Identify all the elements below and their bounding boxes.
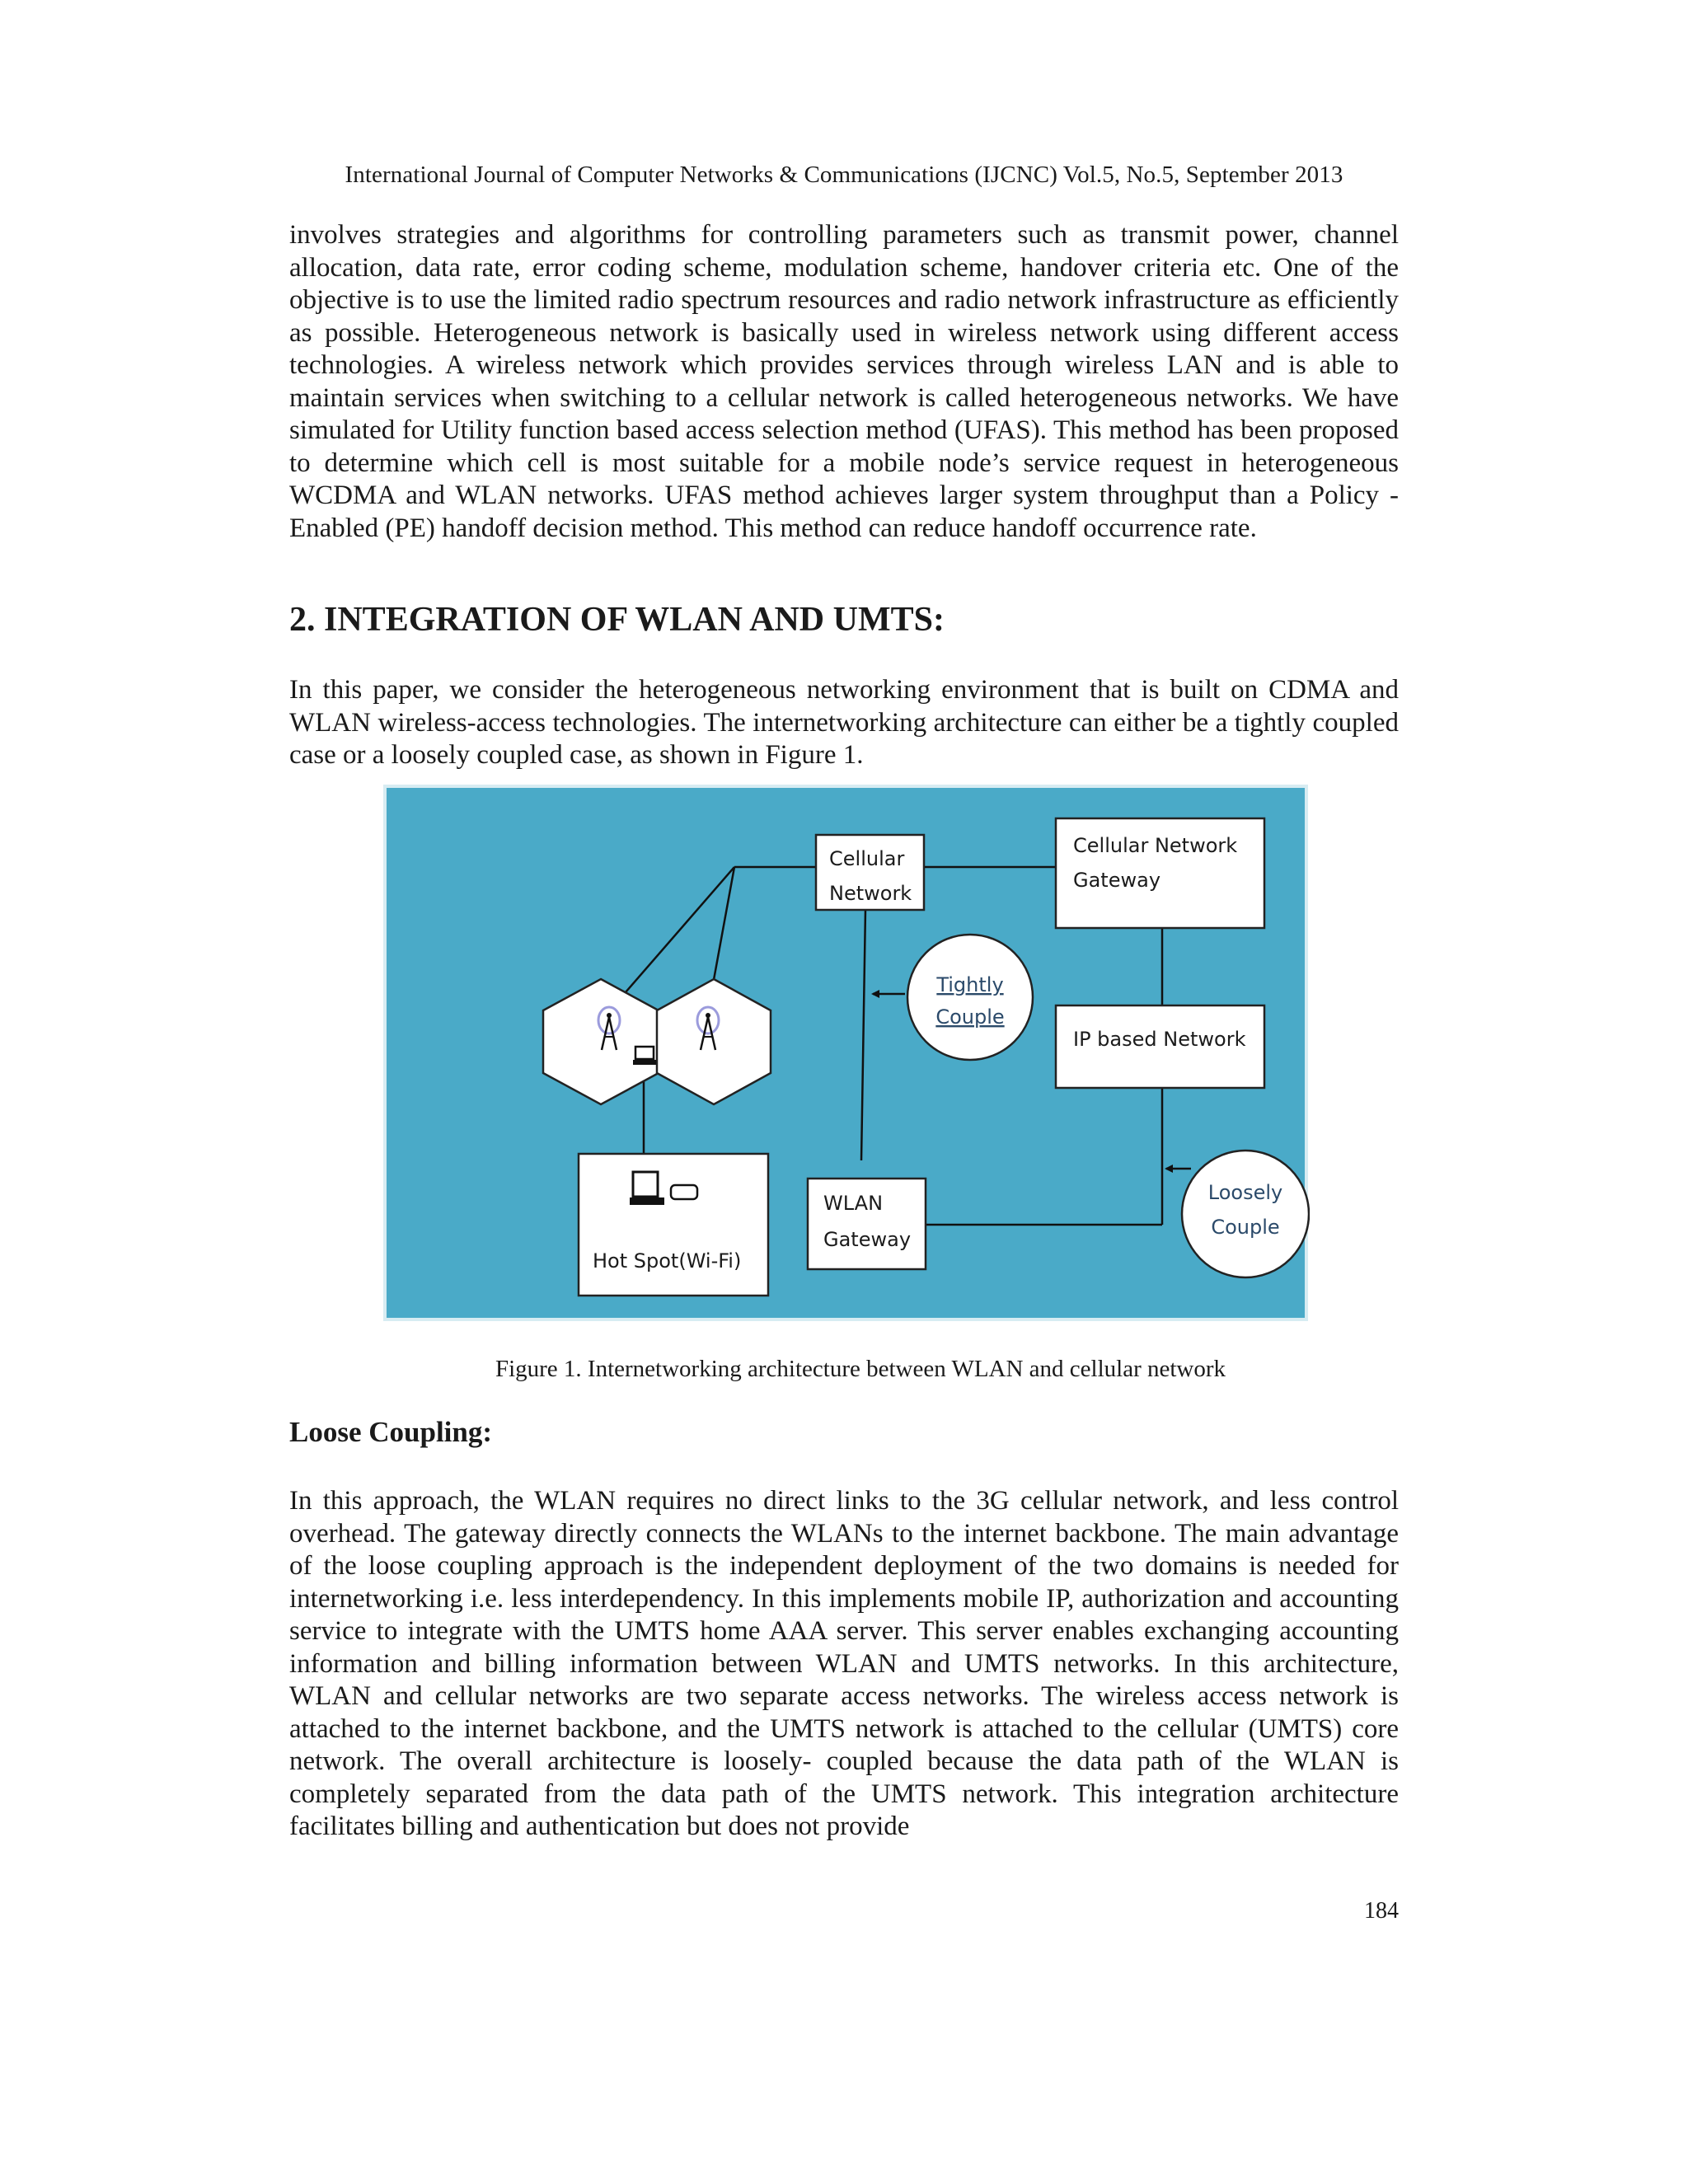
- loosely-couple-label-line2: Couple: [1211, 1216, 1280, 1239]
- ip-network-box: [1056, 1005, 1264, 1088]
- section-heading: 2. INTEGRATION OF WLAN AND UMTS:: [289, 601, 945, 639]
- wlan-gateway-label-line1: WLAN: [823, 1192, 884, 1215]
- intro-paragraph: involves strategies and algorithms for controlling parameters such as transmit power, channel allocation, data rate, error coding scheme, modulation scheme, handover criteria etc. One of the objective is to use the limited radio spectrum resources and radio network infrastructure as efficiently as possible. Heterogeneous network is basically used in wireless network using different access technologies. A wireless network which provides services through wireless LAN and is able to maintain services when switching to a cellular network is called heterogeneous networks. We have simulated for Utility function based access selection method (UFAS). This method has been proposed to determine which cell is most suitable for a mobile node’s service request in heterogeneous WCDMA and WLAN networks. UFAS method achieves larger system throughput than a Policy - Enabled (PE) handoff decision method. This method can reduce handoff occurrence rate.: [289, 220, 1399, 543]
- cellular-gateway-label-line2: Gateway: [1073, 869, 1161, 892]
- hotspot-box: [579, 1154, 768, 1296]
- page-number: 184: [1364, 1898, 1399, 1924]
- architecture-figure: [382, 783, 1310, 1323]
- subsection-heading: Loose Coupling:: [289, 1416, 493, 1448]
- cellular-network-label-line2: Network: [829, 882, 912, 905]
- ip-network-label: IP based Network: [1073, 1028, 1246, 1051]
- loose-coupling-paragraph: In this approach, the WLAN requires no direct links to the 3G cellular network, and less control overhead. The gateway directly connects the WLANs to the internet backbone. The main advantage of the loose coupling approach is the independent deployment of the two domains is needed for internetworking i.e. less interdependency. In this implements mobile IP, authorization and accounting service to integrate with the UMTS home AAA server. This server enables exchanging accounting information and billing information between WLAN and UMTS networks. In this architecture, WLAN and cellular networks are two separate access networks. The wireless access network is attached to the internet backbone, and the UMTS network is attached to the cellular (UMTS) core network. The overall architecture is loosely- coupled because the data path of the WLAN is completely separated from the data path of the UMTS network. This integration architecture facilitates billing and authentication but does not provide: [289, 1486, 1399, 1841]
- tightly-couple-label-line1: Tightly: [936, 973, 1004, 996]
- wlan-gateway-box: [808, 1179, 926, 1269]
- access-point-icon: [671, 1185, 697, 1199]
- loosely-couple-circle: [1182, 1151, 1309, 1277]
- hotspot-label: Hot Spot(Wi-Fi): [593, 1249, 742, 1272]
- tightly-couple-label-line2: Couple: [935, 1005, 1005, 1029]
- laptop-icon: [633, 1047, 656, 1065]
- figure-caption: Figure 1. Internetworking architecture between WLAN and cellular network: [495, 1356, 1226, 1382]
- cellular-network-label-line1: Cellular: [829, 847, 905, 870]
- running-header: International Journal of Computer Networks & Communications (IJCNC) Vol.5, No.5, September 2013: [345, 162, 1343, 188]
- tightly-couple-circle: [907, 935, 1033, 1060]
- cellular-network-box: [816, 835, 924, 910]
- loosely-couple-label-line1: Loosely: [1207, 1181, 1283, 1204]
- cellular-gateway-label-line1: Cellular Network: [1073, 834, 1238, 857]
- cellular-gateway-box: [1056, 818, 1264, 928]
- wlan-gateway-label-line2: Gateway: [823, 1228, 912, 1251]
- section-paragraph: In this paper, we consider the heterogeneous networking environment that is built on CDMA and WLAN wireless-access technologies. The internetworking architecture can either be a tightly coupled case or a loosely coupled case, as shown in Figure 1.: [289, 675, 1399, 770]
